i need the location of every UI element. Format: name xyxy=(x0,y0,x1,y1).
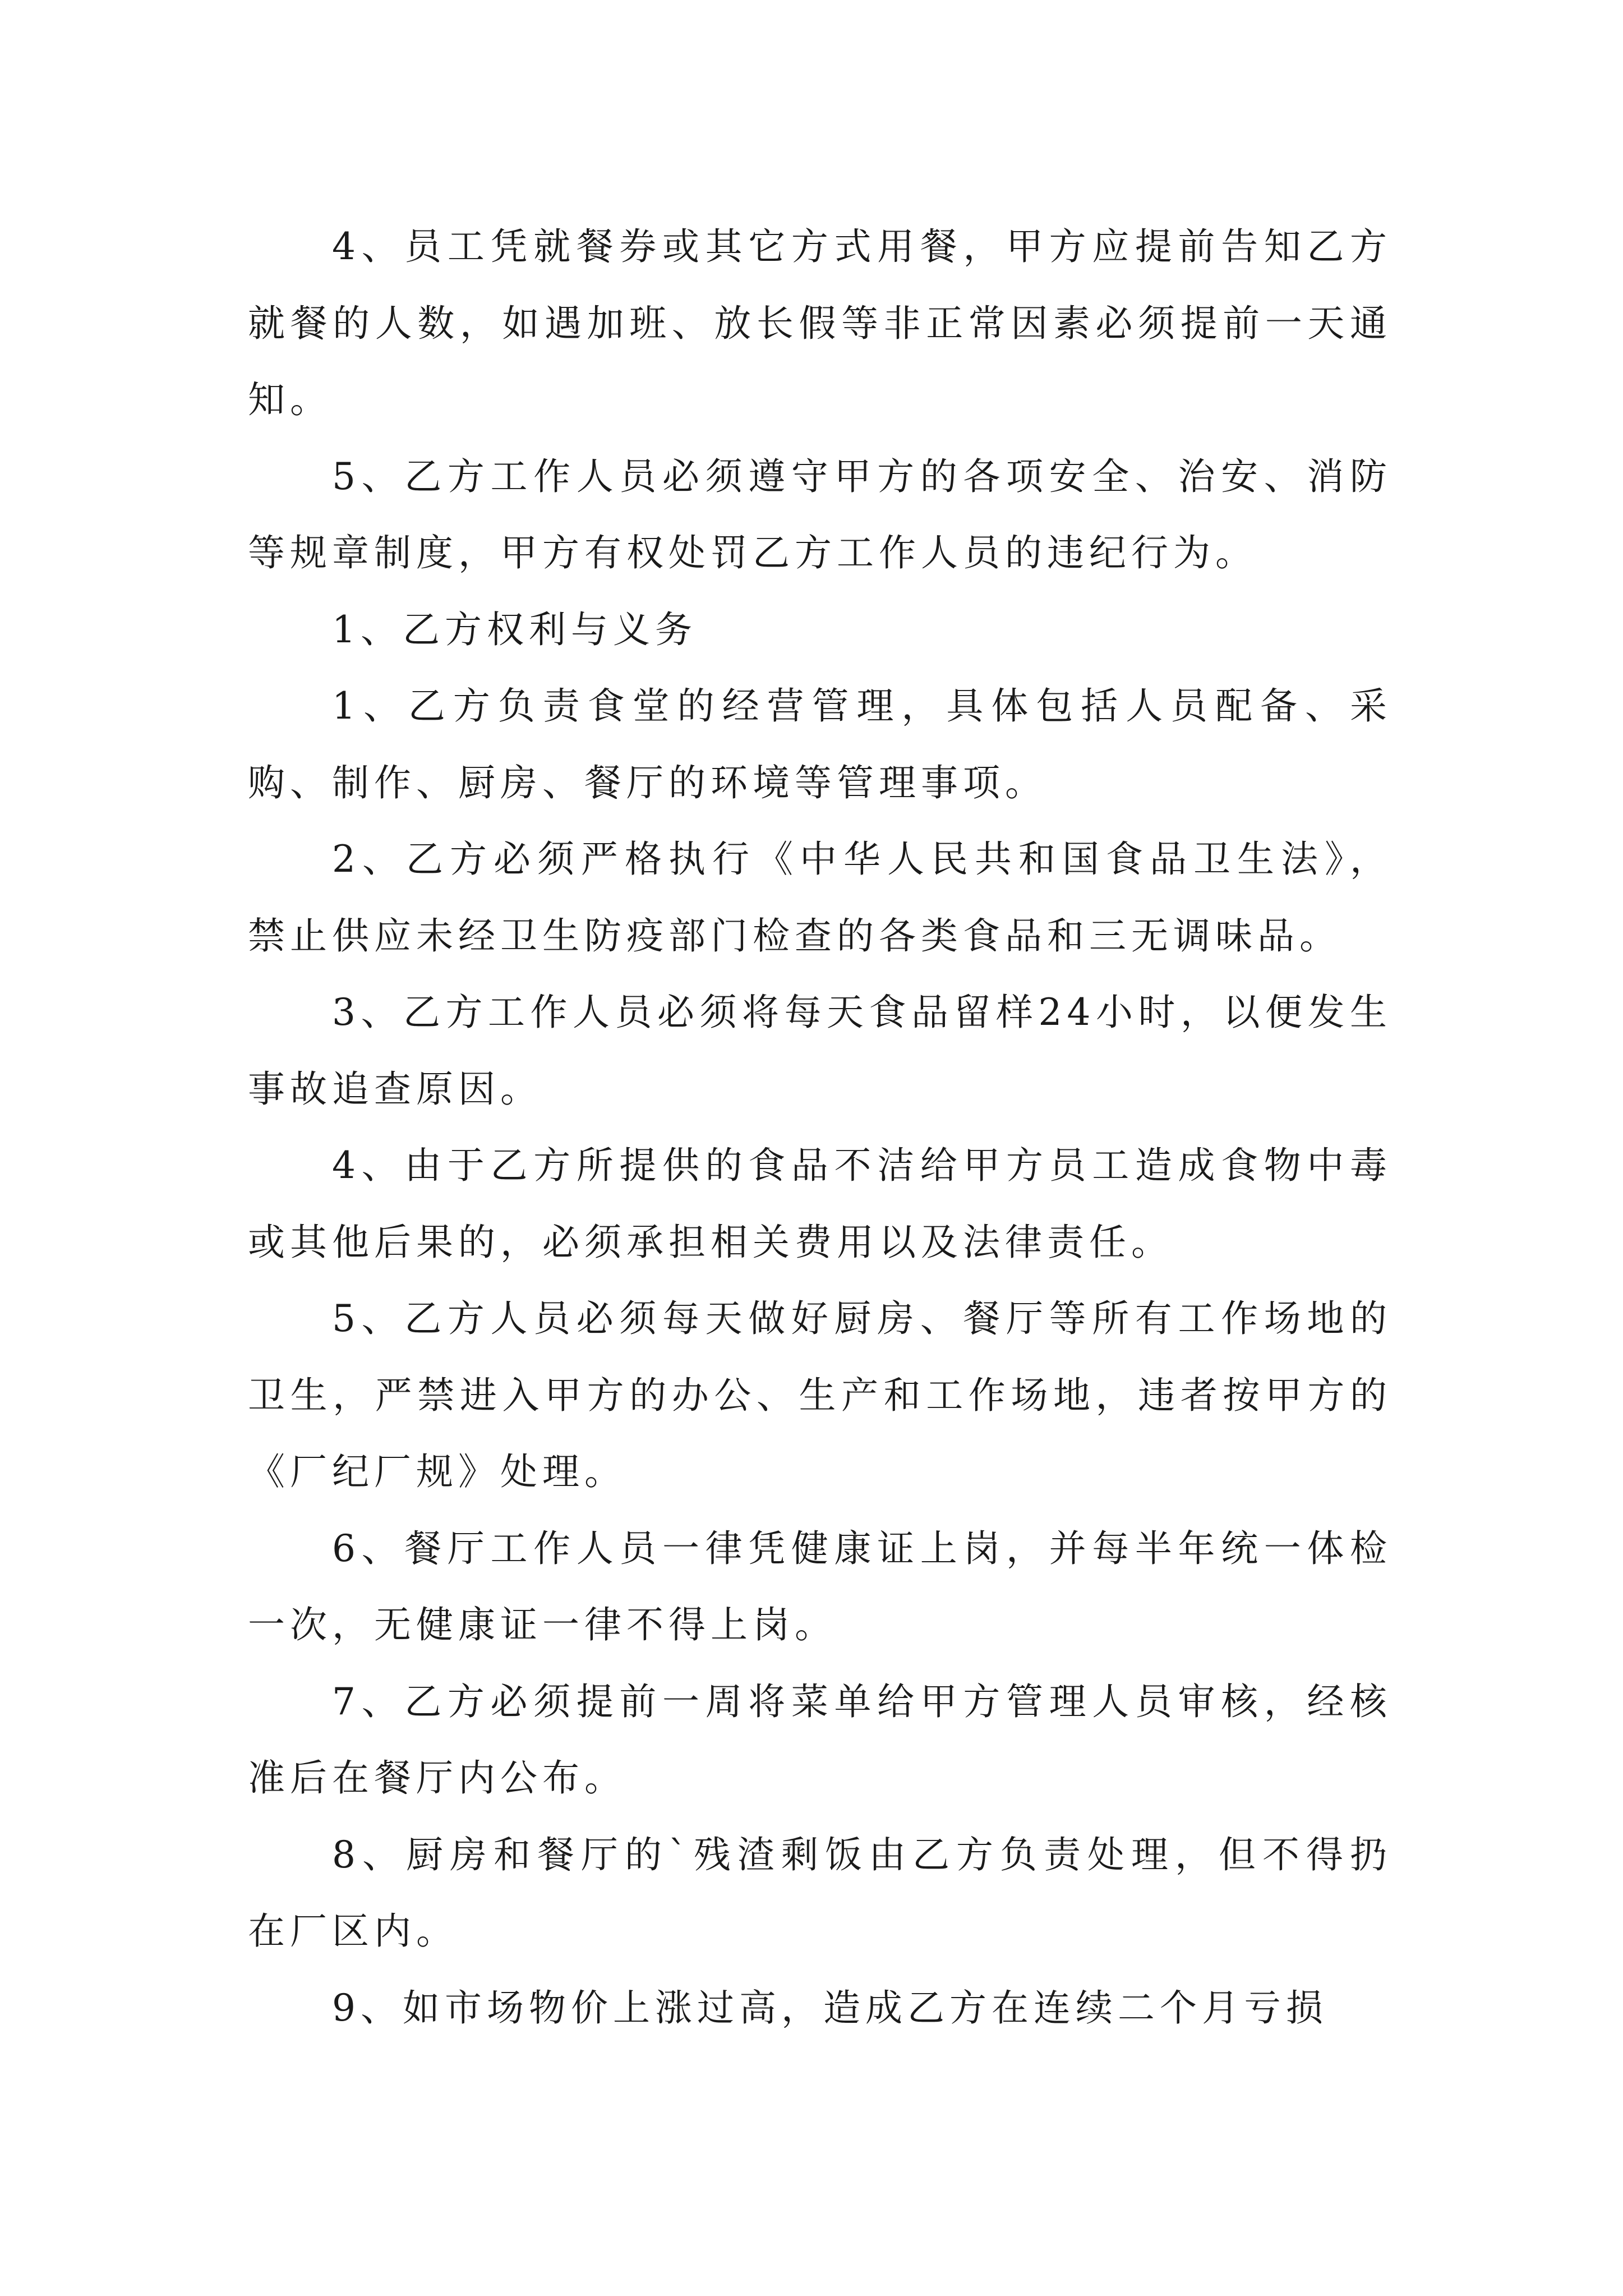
section-heading-party-b-rights: 1、乙方权利与义务 xyxy=(332,608,697,651)
document-body xyxy=(248,209,1392,2046)
paragraph-price-increase: 9、如市场物价上涨过高，造成乙方在连续二个月亏损 xyxy=(332,1986,1328,2030)
paragraph-leftover-disposal: 8、厨房和餐厅的`残渣剩饭由乙方负责处理，但不得扔在厂区内。 xyxy=(248,1833,1392,1953)
paragraph-canteen-management: 1、乙方负责食堂的经营管理，具体包括人员配备、采购、制作、厨房、餐厅的环境等管理事项。 xyxy=(248,684,1392,804)
paragraph-food-poisoning-liability: 4、由于乙方所提供的食品不洁给甲方员工造成食物中毒或其他后果的，必须承担相关费用以及法律责任。 xyxy=(248,1144,1392,1264)
paragraph-safety-rules: 5、乙方工作人员必须遵守甲方的各项安全、治安、消防等规章制度，甲方有权处罚乙方工作人员的违纪行为。 xyxy=(248,454,1392,574)
paragraph-food-samples: 3、乙方工作人员必须将每天食品留样24小时，以便发生事故追查原因。 xyxy=(248,991,1392,1111)
paragraph-food-hygiene-law: 2、乙方必须严格执行《中华人民共和国食品卫生法》，禁止供应未经卫生防疫部门检查的各类食品和三无调味品。 xyxy=(248,838,1392,958)
paragraph-menu-review: 7、乙方必须提前一周将菜单给甲方管理人员审核，经核准后在餐厅内公布。 xyxy=(248,1680,1392,1800)
paragraph-staff-meal-notice: 4、员工凭就餐券或其它方式用餐，甲方应提前告知乙方就餐的人数，如遇加班、放长假等非正常因素必须提前一天通知。 xyxy=(248,225,1392,421)
paragraph-health-certificate: 6、餐厅工作人员一律凭健康证上岗，并每半年统一体检一次，无健康证一律不得上岗。 xyxy=(248,1526,1392,1646)
paragraph-workplace-hygiene: 5、乙方人员必须每天做好厨房、餐厅等所有工作场地的卫生，严禁进入甲方的办公、生产和工作场地，违者按甲方的《厂纪厂规》处理。 xyxy=(248,1297,1392,1493)
